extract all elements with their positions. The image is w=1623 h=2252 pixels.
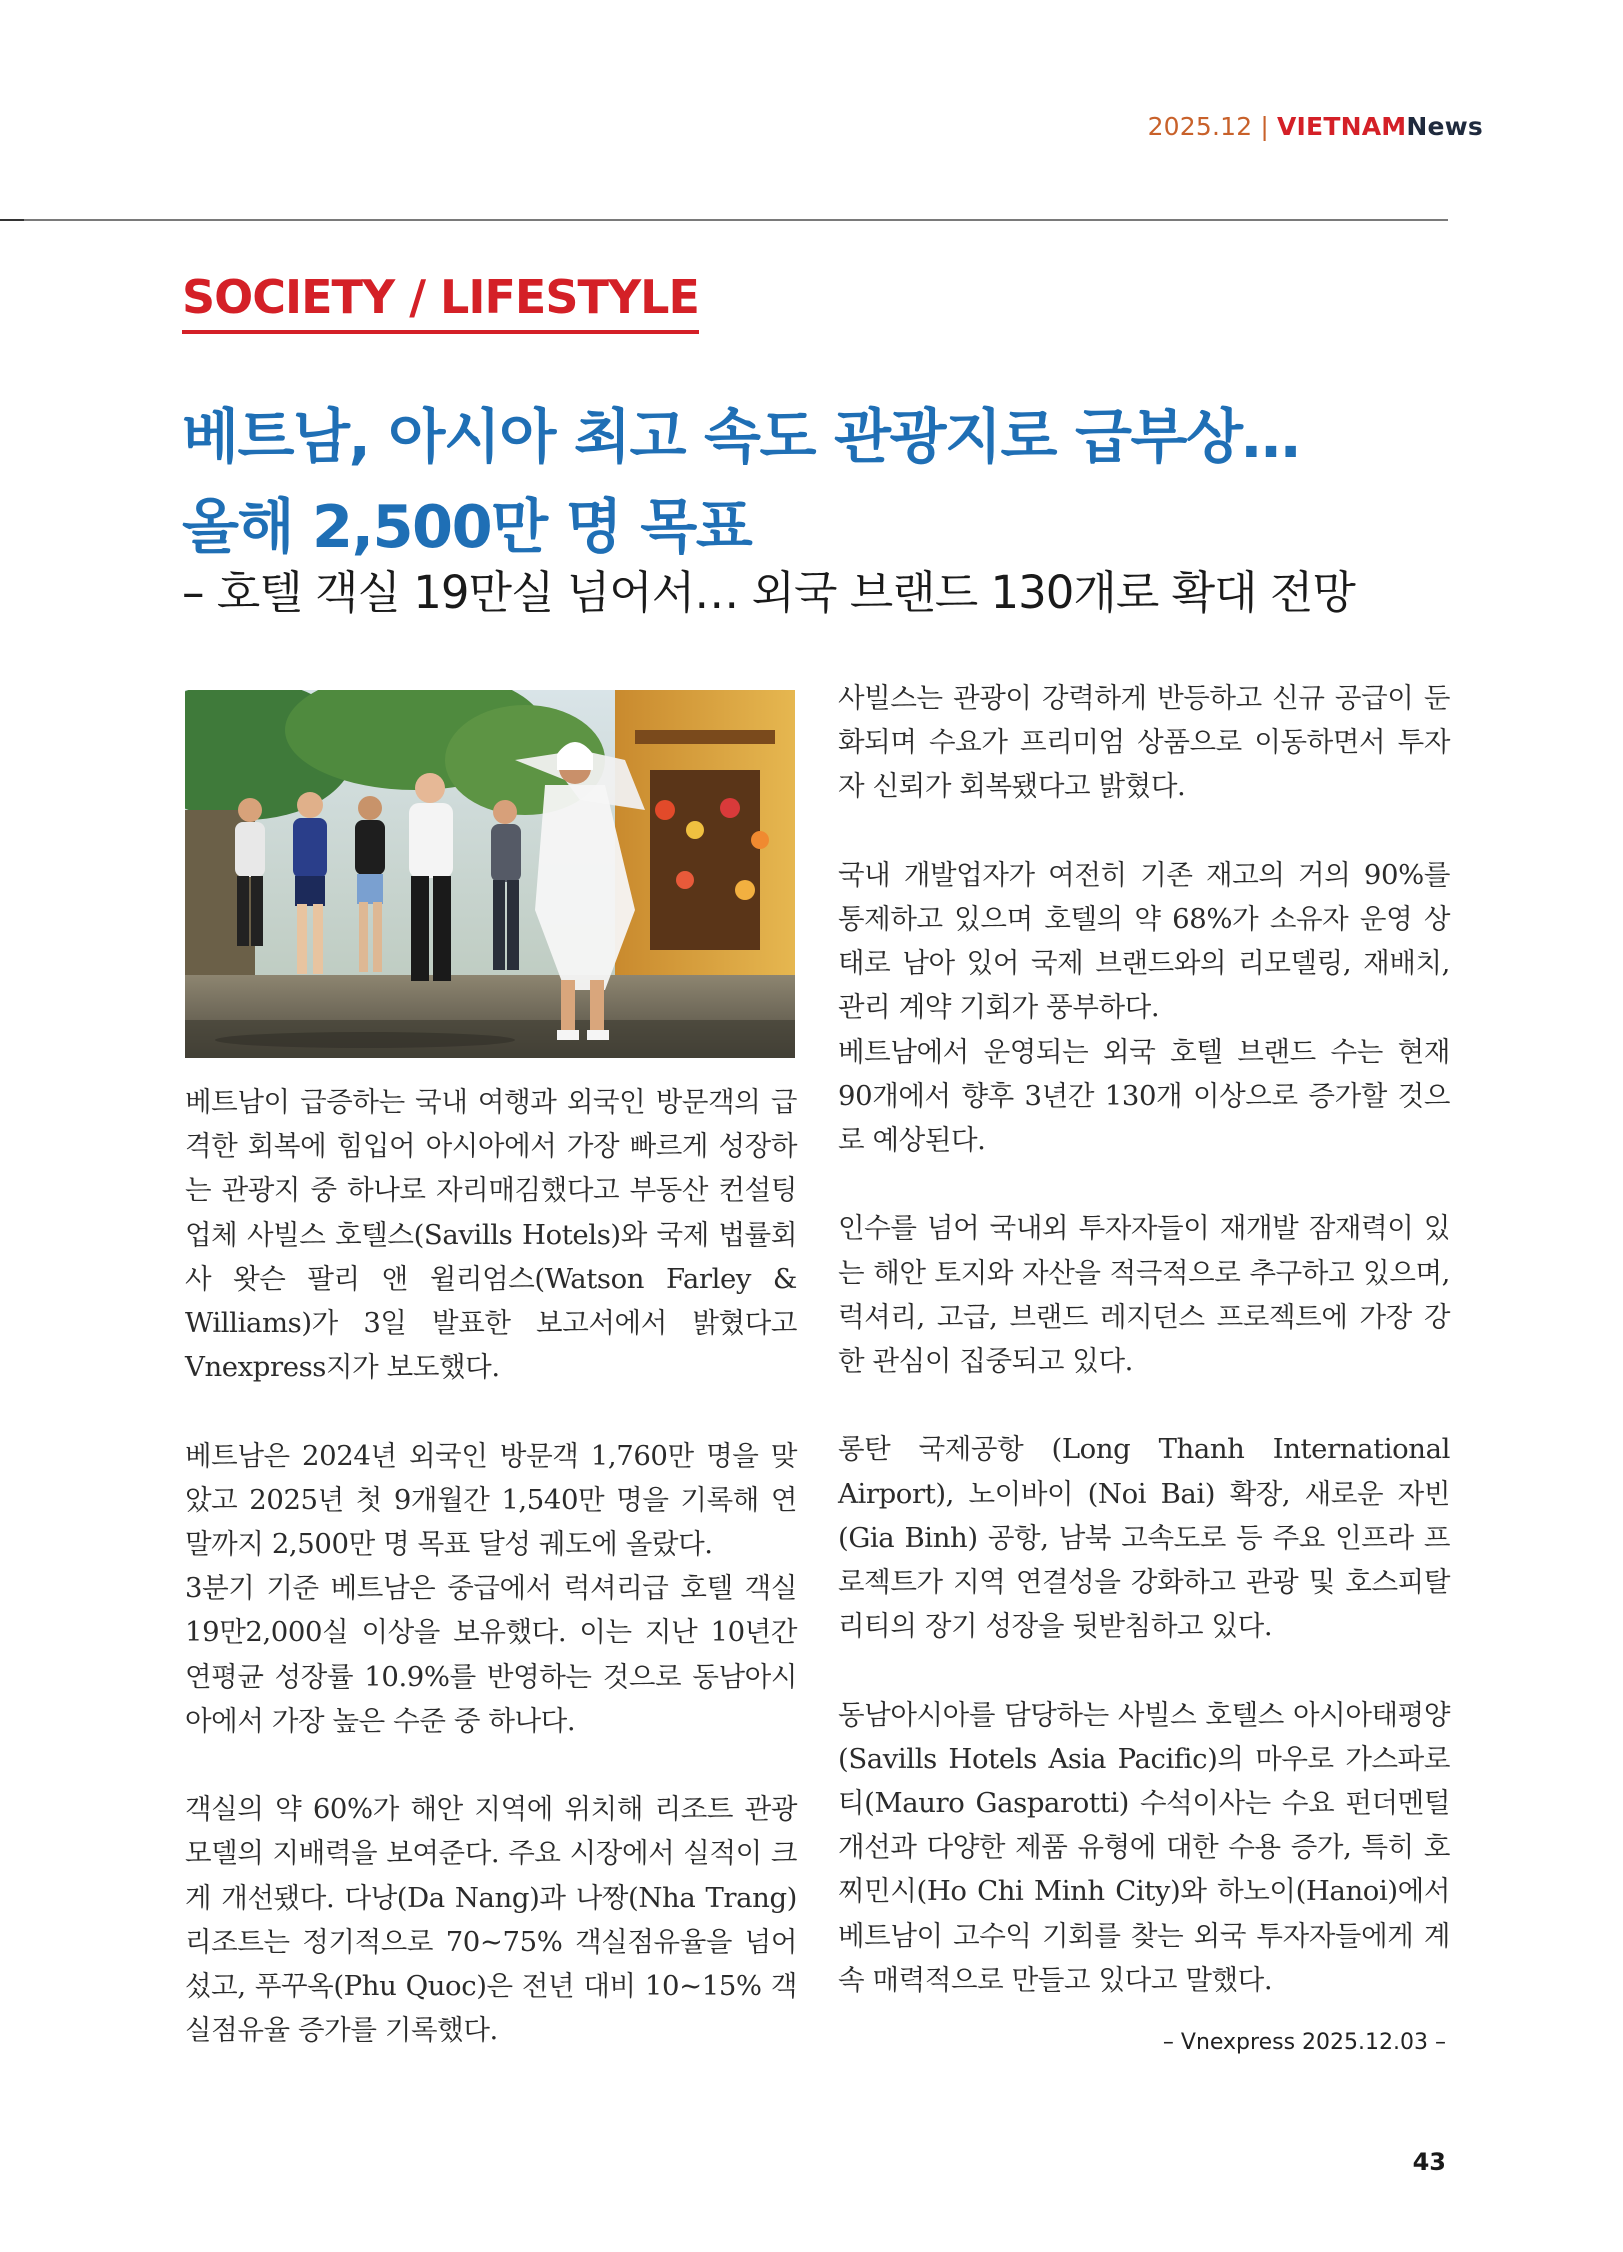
right-paragraph: 사빌스는 관광이 강력하게 반등하고 신규 공급이 둔화되며 수요가 프리미엄 상품으로 이동하면서 투자자 신뢰가 회복됐다고 밝혔다. xyxy=(838,682,1450,803)
headline-line-1: 베트남, 아시아 최고 속도 관광지로 급부상… xyxy=(182,402,1300,471)
source-credit: – Vnexpress 2025.12.03 – xyxy=(1162,2030,1446,2055)
right-paragraph: 동남아시아를 담당하는 사빌스 호텔스 아시아태평양(Savills Hotels Asia Pacific)의 마우로 가스파로티(Mauro Gasparotti) 수석이사는 수요 펀더멘털 개선과 다양한 제품 유형에 대한 수용 증가, 특히 호찌민시(Ho Chi Minh City)와 하노이(Hanoi)에서 베트남이 고수익 기회를 찾는 외국 투자자들에게 계속 매력적으로 만들고 있다고 말했다. xyxy=(838,1698,1450,1996)
right-paragraph: 베트남에서 운영되는 외국 호텔 브랜드 수는 현재 90개에서 향후 3년간 130개 이상으로 증가할 것으로 예상된다. xyxy=(838,1035,1450,1157)
top-rule xyxy=(0,219,1448,221)
left-paragraph: 베트남이 급증하는 국내 여행과 외국인 방문객의 급격한 회복에 힘입어 아시아에서 가장 빠르게 성장하는 관광지 중 하나로 자리매김했다고 부동산 컨설팅업체 사빌스 호텔스(Savills Hotels)와 국제 법률회사 왓슨 팔리 앤 윌리엄스(Watson Farley & Williams)가 3일 발표한 보고서에서 밝혔다고 Vnexpress지가 보도했다. xyxy=(185,1086,797,1384)
section-label: SOCIETY / LIFESTYLE xyxy=(182,274,699,334)
right-column xyxy=(838,676,1450,2002)
brand-vietnam: VIETNAM xyxy=(1277,112,1407,141)
headline-line-2: 올해 2,500만 명 목표 xyxy=(182,492,752,561)
left-paragraph: 객실의 약 60%가 해안 지역에 위치해 리조트 관광 모델의 지배력을 보여준다. 주요 시장에서 실적이 크게 개선됐다. 다낭(Da Nang)과 나짱(Nha Trang) 리조트는 정기적으로 70~75% 객실점유율을 넘어섰고, 푸꾸옥(Phu Quoc)은 전년 대비 10~15% 객실점유율 증가를 기록했다. xyxy=(185,1793,797,2047)
right-paragraph: 인수를 넘어 국내외 투자자들이 재개발 잠재력이 있는 해안 토지와 자산을 적극적으로 추구하고 있으며, 럭셔리, 고급, 브랜드 레지던스 프로젝트에 가장 강한 관심이 집중되고 있다. xyxy=(838,1212,1450,1378)
left-column xyxy=(185,1080,797,2097)
issue-header xyxy=(1148,112,1483,141)
left-paragraph: 3분기 기준 베트남은 중급에서 럭셔리급 호텔 객실 19만2,000실 이상을 보유했다. 이는 지난 10년간 연평균 성장률 10.9%를 반영하는 것으로 동남아시아에서 가장 높은 수준 중 하나다. xyxy=(185,1572,797,1737)
left-paragraph: 베트남은 2024년 외국인 방문객 1,760만 명을 맞았고 2025년 첫 9개월간 1,540만 명을 기록해 연말까지 2,500만 명 목표 달성 궤도에 올랐다. xyxy=(185,1439,797,1561)
issue-date: 2025.12 xyxy=(1147,112,1253,141)
page-number: 43 xyxy=(1412,2148,1446,2176)
headline-subtitle: – 호텔 객실 19만실 넘어서… 외국 브랜드 130개로 확대 전망 xyxy=(182,566,1355,619)
brand-news: News xyxy=(1406,112,1483,141)
right-paragraph: 국내 개발업자가 여전히 기존 재고의 거의 90%를 통제하고 있으며 호텔의 약 68%가 소유자 운영 상태로 남아 있어 국제 브랜드와의 리모델링, 재배치, 관리 계약 기회가 풍부하다. xyxy=(838,858,1450,1024)
tourists-walking-photo xyxy=(185,690,795,1058)
headline xyxy=(182,392,1462,572)
header-separator: | xyxy=(1260,112,1269,141)
right-paragraph: 롱탄 국제공항 (Long Thanh International Airport), 노이바이 (Noi Bai) 확장, 새로운 자빈(Gia Binh) 공항, 남북 고속도로 등 주요 인프라 프로젝트가 지역 연결성을 강화하고 관광 및 호스피탈리티의 장기 성장을 뒷받침하고 있다. xyxy=(838,1433,1450,1643)
top-rule-tick xyxy=(0,219,24,221)
